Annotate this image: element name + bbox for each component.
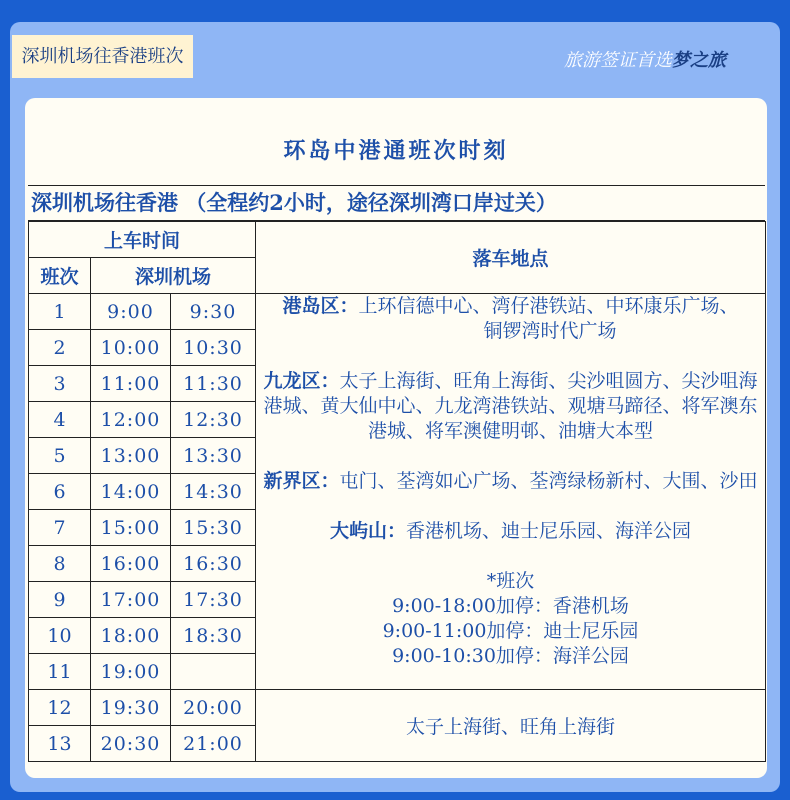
table-row (29, 690, 766, 726)
region-label: 港岛区： (282, 295, 359, 317)
departure-time: 15:00 (91, 510, 171, 546)
boarding-time-header: 上车时间 (29, 222, 256, 258)
trip-no-header: 班次 (29, 258, 91, 294)
departure-time: 10:30 (171, 330, 256, 366)
page-tag: 深圳机场往香港班次 (12, 35, 193, 78)
trip-number: 3 (29, 366, 91, 402)
region-stops: 铜锣湾时代广场 (483, 320, 617, 342)
departure-time: 18:00 (91, 618, 171, 654)
note-line: 9:00-18:00加停：香港机场 (392, 595, 629, 617)
departure-time: 18:30 (171, 618, 256, 654)
note-line: 9:00-10:30加停：海洋公园 (392, 645, 629, 667)
trip-number: 9 (29, 582, 91, 618)
departure-time: 17:00 (91, 582, 171, 618)
region-stops: 太子上海街、旺角上海街、尖沙咀圆方、尖沙咀海港城、黄大仙中心、九龙湾港铁站、观塘马蹄径、将军澳东港城、将军澳健明邨、油塘大本型 (263, 370, 758, 442)
brand-name: 梦之旅 (672, 50, 726, 71)
departure-time: 20:30 (91, 726, 171, 762)
schedule-card (25, 98, 767, 778)
region-label: 九龙区： (263, 370, 340, 392)
departure-time: 16:00 (91, 546, 171, 582)
departure-time: 16:30 (171, 546, 256, 582)
departure-time: 9:30 (171, 294, 256, 330)
region-label: 新界区： (263, 470, 340, 492)
region-stops: 香港机场、迪士尼乐园、海洋公园 (406, 520, 692, 542)
lantau-section (256, 519, 765, 544)
departure-time: 21:00 (171, 726, 256, 762)
departure-time: 14:00 (91, 474, 171, 510)
page-title: 环岛中港通班次时刻 (283, 138, 509, 164)
trip-number: 12 (29, 690, 91, 726)
new-territories-section (256, 469, 765, 494)
departure-time: 10:00 (91, 330, 171, 366)
trip-number: 10 (29, 618, 91, 654)
trip-number: 4 (29, 402, 91, 438)
late-dropoff-locations: 太子上海街、旺角上海街 (256, 690, 766, 762)
dropoff-locations (256, 294, 766, 690)
departure-time: 11:30 (171, 366, 256, 402)
departure-time: 14:30 (171, 474, 256, 510)
extra-stop-notes (256, 569, 765, 669)
trip-number: 8 (29, 546, 91, 582)
departure-time (171, 654, 256, 690)
hk-island-section (256, 294, 765, 344)
region-stops: 上环信德中心、湾仔港铁站、中环康乐广场、 (358, 295, 739, 317)
kowloon-section (256, 369, 765, 444)
departure-time: 12:00 (91, 402, 171, 438)
trip-number: 11 (29, 654, 91, 690)
trip-number: 6 (29, 474, 91, 510)
slogan (540, 48, 750, 74)
note-line: 9:00-11:00加停：迪士尼乐园 (382, 620, 639, 642)
region-stops: 屯门、荃湾如心广场、荃湾绿杨新村、大围、沙田 (339, 470, 758, 492)
table-row (29, 294, 766, 330)
trip-number: 7 (29, 510, 91, 546)
trip-number: 5 (29, 438, 91, 474)
schedule-table (28, 221, 766, 762)
departure-time: 11:00 (91, 366, 171, 402)
trip-number: 13 (29, 726, 91, 762)
dropoff-header: 落车地点 (256, 222, 766, 294)
departure-time: 12:30 (171, 402, 256, 438)
trip-number: 2 (29, 330, 91, 366)
departure-time: 9:00 (91, 294, 171, 330)
departure-time: 13:30 (171, 438, 256, 474)
region-label: 大屿山： (329, 520, 406, 542)
header-row-1 (29, 222, 766, 258)
note-header: *班次 (486, 570, 535, 592)
departure-time: 17:30 (171, 582, 256, 618)
origin-header: 深圳机场 (91, 258, 256, 294)
route-heading: 深圳机场往香港 （全程约2小时，途径深圳湾口岸过关） (28, 185, 765, 221)
departure-time: 15:30 (171, 510, 256, 546)
departure-time: 19:00 (91, 654, 171, 690)
departure-time: 19:30 (91, 690, 171, 726)
departure-time: 13:00 (91, 438, 171, 474)
slogan-prefix: 旅游签证首选 (564, 50, 672, 71)
trip-number: 1 (29, 294, 91, 330)
departure-time: 20:00 (171, 690, 256, 726)
